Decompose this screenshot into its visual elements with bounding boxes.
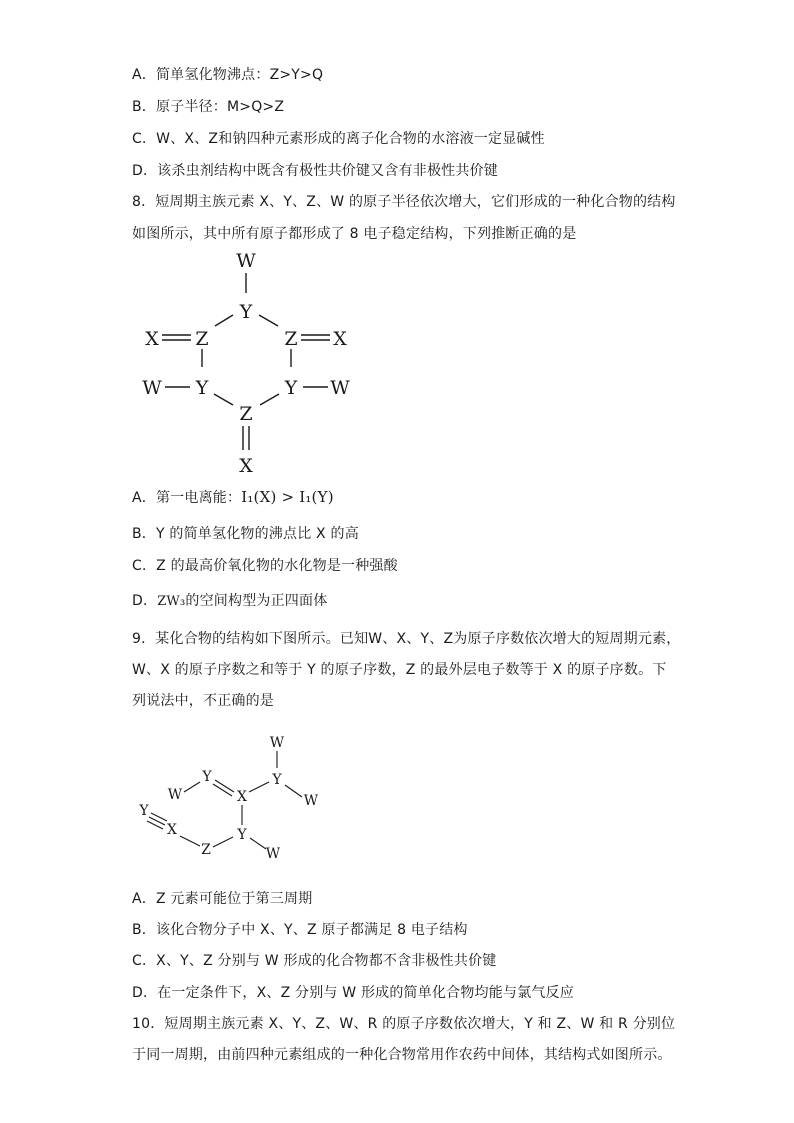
bond-left-y-bottom-z bbox=[214, 394, 233, 405]
q9-option-d: D．在一定条件下，X、Z 分别与 W 形成的简单化合物均能与氯气反应 bbox=[132, 985, 574, 1001]
bond-z1-y4 bbox=[213, 837, 233, 847]
q9-option-a: A．Z 元素可能位于第三周期 bbox=[132, 891, 313, 907]
atom-w3: W bbox=[167, 787, 183, 803]
q9-stem-line-3: 列说法中，不正确的是 bbox=[132, 693, 274, 709]
q9-stem-line-1: 9．某化合物的结构如下图所示。已知W、X、Y、Z为原子序数依次增大的短周期元素， bbox=[132, 631, 681, 647]
atom-right-y: Y bbox=[284, 377, 298, 399]
bond-w3-y1 bbox=[184, 782, 200, 792]
atom-right-w: W bbox=[330, 377, 350, 399]
q9-option-c: C．X、Y、Z 分别与 W 形成的化合物都不含非极性共价键 bbox=[132, 953, 497, 969]
q7-option-a: A．简单氢化物沸点：Z>Y>Q bbox=[132, 67, 324, 83]
atom-z1: Z bbox=[201, 842, 211, 858]
q8-stem-line-2: 如图所示，其中所有原子都形成了 8 电子稳定结构，下列推断正确的是 bbox=[132, 226, 577, 242]
bond-x1-y2 bbox=[249, 782, 269, 792]
atom-left-w: W bbox=[142, 377, 162, 399]
bond-y4-w4 bbox=[250, 838, 266, 849]
q9-option-b: B．该化合物分子中 X、Y、Z 原子都满足 8 电子结构 bbox=[132, 922, 468, 938]
q8-option-d-text: 的空间构型为正四面体 bbox=[185, 593, 328, 609]
atom-y1: Y bbox=[202, 769, 212, 785]
atom-x1: X bbox=[237, 789, 247, 805]
bond-x2-z1 bbox=[180, 836, 200, 846]
formula-zw3: ZW₃ bbox=[157, 594, 186, 609]
bond-top-y-left-z bbox=[215, 315, 233, 326]
atom-bottom-z: Z bbox=[239, 403, 253, 425]
q10-stem-line-1: 10．短周期主族元素 X、Y、Z、W、R 的原子序数依次增大，Y 和 Z、W 和 R 分别位 bbox=[132, 1016, 676, 1032]
q8-option-b: B．Y 的简单氢化物的沸点比 X 的高 bbox=[132, 526, 359, 542]
q8-option-d bbox=[132, 592, 327, 611]
q8-option-d-label: D． bbox=[132, 593, 158, 609]
q7-option-c: C．W、X、Z和钠四种元素形成的离子化合物的水溶液一定显碱性 bbox=[132, 131, 545, 147]
atom-top-w: W bbox=[236, 250, 256, 272]
atom-right-x: X bbox=[333, 328, 347, 350]
atom-w1: W bbox=[269, 735, 285, 751]
bond-y1-x1-1 bbox=[215, 780, 234, 792]
atom-w4: W bbox=[265, 846, 281, 862]
atom-left-x: X bbox=[145, 328, 159, 350]
atom-bottom-x: X bbox=[239, 455, 253, 477]
bond-right-y-bottom-z bbox=[260, 394, 279, 405]
atom-w2: W bbox=[303, 793, 319, 809]
q9-stem-line-2: W、X 的原子序数之和等于 Y 的原子序数，Z 的最外层电子数等于 X 的原子序数。下 bbox=[132, 662, 667, 678]
q7-option-d: D．该杀虫剂结构中既含有极性共价键又含有非极性共价键 bbox=[132, 163, 498, 179]
q10-stem-line-2: 于同一周期，由前四种元素组成的一种化合物常用作农药中间体，其结构式如图所示。 bbox=[132, 1047, 672, 1063]
atom-x2: X bbox=[167, 822, 177, 838]
atom-y2: Y bbox=[272, 772, 282, 788]
q8-option-a-label: A．第一电离能： bbox=[132, 490, 242, 506]
q8-structure-figure bbox=[130, 245, 370, 480]
atom-y4: Y bbox=[237, 827, 247, 843]
atom-left-y: Y bbox=[195, 377, 209, 399]
bond-y1-x1-2 bbox=[213, 784, 232, 796]
q8-option-a bbox=[132, 488, 334, 507]
q8-option-c: C．Z 的最高价氧化物的水化物是一种强酸 bbox=[132, 558, 398, 574]
bond-top-y-right-z bbox=[259, 315, 278, 326]
atom-left-z: Z bbox=[195, 328, 209, 350]
atom-y3: Y bbox=[139, 803, 149, 819]
atom-right-z: Z bbox=[284, 328, 298, 350]
atom-top-y: Y bbox=[239, 301, 253, 323]
ionization-energy-expression: I₁(X) > I₁(Y) bbox=[241, 488, 334, 506]
q8-stem-line-1: 8．短周期主族元素 X、Y、Z、W 的原子半径依次增大，它们形成的一种化合物的结构 bbox=[132, 194, 676, 210]
bond-y2-w2 bbox=[285, 785, 302, 797]
q9-structure-figure bbox=[130, 730, 330, 865]
q7-option-b: B．原子半径：M>Q>Z bbox=[132, 99, 285, 115]
